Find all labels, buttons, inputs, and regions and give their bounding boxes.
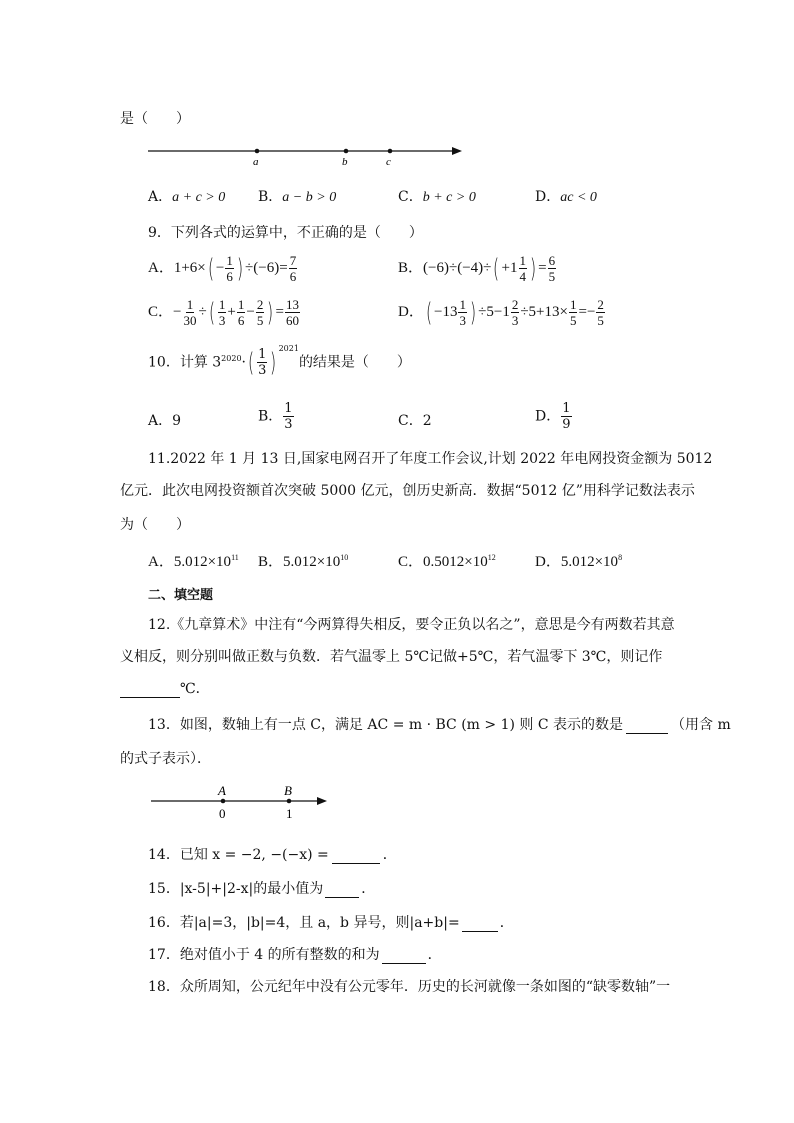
q11-option-d[interactable]: D．$5.012\times 10^8$ xyxy=(535,553,623,570)
q11-option-c[interactable]: C．$0.5012\times 10^{12}$ xyxy=(398,553,496,570)
q10-option-d[interactable]: D． $\frac{1}{9}$ xyxy=(535,401,571,432)
q12-answer-blank[interactable] xyxy=(120,697,180,698)
q10-stem: 10．计算 $3^{2020}\cdot$( $\frac{1}{3}$ ) $^{2021}$的结果是（ ） xyxy=(148,343,411,378)
q9-stem: 9．下列各式的运算中，不正确的是（ ） xyxy=(148,225,423,241)
q16-stem: 16．若|a|=3，|b|=4，且 a，b 异号，则|a+b|= ． xyxy=(148,915,514,931)
q13-line-2: 的式子表示）． xyxy=(120,751,211,767)
q8-label-c: c xyxy=(386,156,391,168)
q14-stem: 14．已知 x = −2, −(−x) = ． xyxy=(148,847,397,863)
q13-point-a xyxy=(221,799,226,804)
q9-option-d[interactable]: D．( −13 $\frac{1}{3}$ ) ÷5−1 $\frac{2}{3}$ ÷5+13× $\frac{1}{5}$ =− $\frac{2}{5}$ xyxy=(398,297,604,328)
q13-axis-arrow xyxy=(317,797,327,805)
q12-line-1: 12.《九章算术》中注有“今两算得失相反，要令正负以名之”，意思是今有两数若其意 xyxy=(148,617,675,633)
q8-option-b[interactable]: B．a − b > 0 xyxy=(258,189,337,205)
q13-tick-0: 0 xyxy=(219,806,226,821)
q11-option-a[interactable]: A．$5.012\times 10^{11}$ xyxy=(148,553,239,570)
q14-answer-blank[interactable] xyxy=(332,863,380,864)
q15-stem: 15．|x-5|+|2-x|的最小值为 ． xyxy=(148,881,376,897)
q10-option-b[interactable]: B． $\frac{1}{3}$ xyxy=(258,401,293,432)
q10-option-a[interactable]: A．9 xyxy=(148,413,182,429)
q8-stem-tail: 是（ ） xyxy=(120,111,190,127)
q13-label-B: B xyxy=(284,783,292,798)
q8-label-a: a xyxy=(253,156,259,168)
q8-point-b xyxy=(344,149,349,154)
q15-answer-blank[interactable] xyxy=(325,897,359,898)
q17-stem: 17．绝对值小于 4 的所有整数的和为 ． xyxy=(148,947,442,963)
q13-label-A: A xyxy=(218,783,226,798)
q16-answer-blank[interactable] xyxy=(462,931,498,932)
q12-line-3: ℃． xyxy=(120,678,210,698)
q10-option-c[interactable]: C．2 xyxy=(398,413,432,429)
q13-point-b xyxy=(287,799,292,804)
q17-answer-blank[interactable] xyxy=(382,963,426,964)
q8-option-a[interactable]: A．a + c > 0 xyxy=(148,189,226,205)
q13-tick-1: 1 xyxy=(286,806,293,821)
q8-point-a xyxy=(255,149,260,154)
q8-option-d[interactable]: D．ac < 0 xyxy=(535,189,597,205)
q11-line-3: 为（ ） xyxy=(120,517,190,533)
q8-number-line xyxy=(140,140,470,170)
q8-axis-arrow xyxy=(452,147,462,155)
q9-option-b[interactable]: B．(−6)÷(−4)÷( +1 $\frac{1}{4}$ ) = $\frac{6}{5}$ xyxy=(398,253,556,284)
q11-line-1: 11.2022 年 1 月 13 日,国家电网召开了年度工作会议,计划 2022 年电网投资金额为 5012 xyxy=(148,451,713,467)
section-fill-in-title: 二、填空题 xyxy=(148,588,214,603)
q13-answer-blank[interactable] xyxy=(626,733,668,734)
q11-option-b[interactable]: B．$5.012\times 10^{10}$ xyxy=(258,553,349,570)
q9-option-c[interactable]: C．− $\frac{1}{30}$ ÷( $\frac{1}{3}$ + $\frac{1}{6}$ − $\frac{2}{5}$ ) = $\frac{13}{60}$ xyxy=(148,297,299,328)
q13-line-1: 13．如图，数轴上有一点 C，满足 AC = m · BC (m > 1) 则 C 表示的数是 （用含 m xyxy=(148,717,731,733)
q8-point-c xyxy=(388,149,393,154)
q9-option-a[interactable]: A．1+6×( − $\frac{1}{6}$ ) ÷(−6)= $\frac{7}{6}$ xyxy=(148,253,297,284)
q8-label-b: b xyxy=(342,156,348,168)
q13-number-line xyxy=(145,782,335,822)
q12-line-2: 义相反，则分别叫做正数与负数．若气温零上 5℃记做+5℃，若气温零下 3℃，则记作 xyxy=(120,649,663,665)
q11-line-2: 亿元．此次电网投资额首次突破 5000 亿元，创历史新高．数据“5012 亿”用科学记数法表示 xyxy=(120,483,695,499)
q18-line-1: 18．众所周知，公元纪年中没有公元零年．历史的长河就像一条如图的“缺零数轴”一 xyxy=(148,979,671,995)
q8-option-c[interactable]: C．b + c > 0 xyxy=(398,189,476,205)
